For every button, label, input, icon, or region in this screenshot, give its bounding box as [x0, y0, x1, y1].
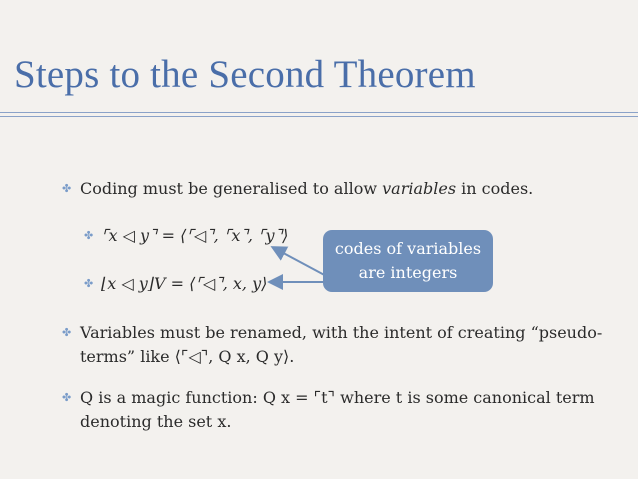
- bullet-rename-line2: terms” like ⟨⌜◁⌝, Q x, Q y⟩.: [80, 347, 295, 366]
- bullet-magic-line1: Q is a magic function: Q x = ⌜t⌝ where t is some canonical term: [80, 388, 595, 407]
- slide-title: Steps to the Second Theorem: [14, 53, 476, 96]
- star-bullet-icon: ✤: [84, 277, 94, 290]
- callout-line2: are integers: [358, 263, 458, 282]
- bullet-coding-text-end: in codes.: [456, 179, 534, 198]
- bullet-variable-formula: ⌊x ◁ y⌋V = ⟨⌜◁⌝, x, y⟩: [101, 274, 268, 293]
- callout-line1: codes of variables: [334, 239, 482, 258]
- star-bullet-icon: ✤: [62, 326, 72, 339]
- bullet-code-formula: ⌜x ◁ y⌝ = ⟨⌜◁⌝, ⌜x⌝, ⌜y⌝⟩: [101, 226, 289, 245]
- arrow-to-code-x: [274, 248, 330, 278]
- bullet-coding-text: Coding must be generalised to allow: [80, 179, 383, 198]
- bullet-rename-line1: Variables must be renamed, with the intent of creating “pseudo-: [80, 323, 603, 342]
- star-bullet-icon: ✤: [84, 229, 94, 242]
- bullet-coding-emphasis: variables: [382, 179, 457, 198]
- star-bullet-icon: ✤: [62, 391, 72, 404]
- star-bullet-icon: ✤: [62, 182, 72, 195]
- bullet-magic-line2: denoting the set x.: [80, 412, 232, 431]
